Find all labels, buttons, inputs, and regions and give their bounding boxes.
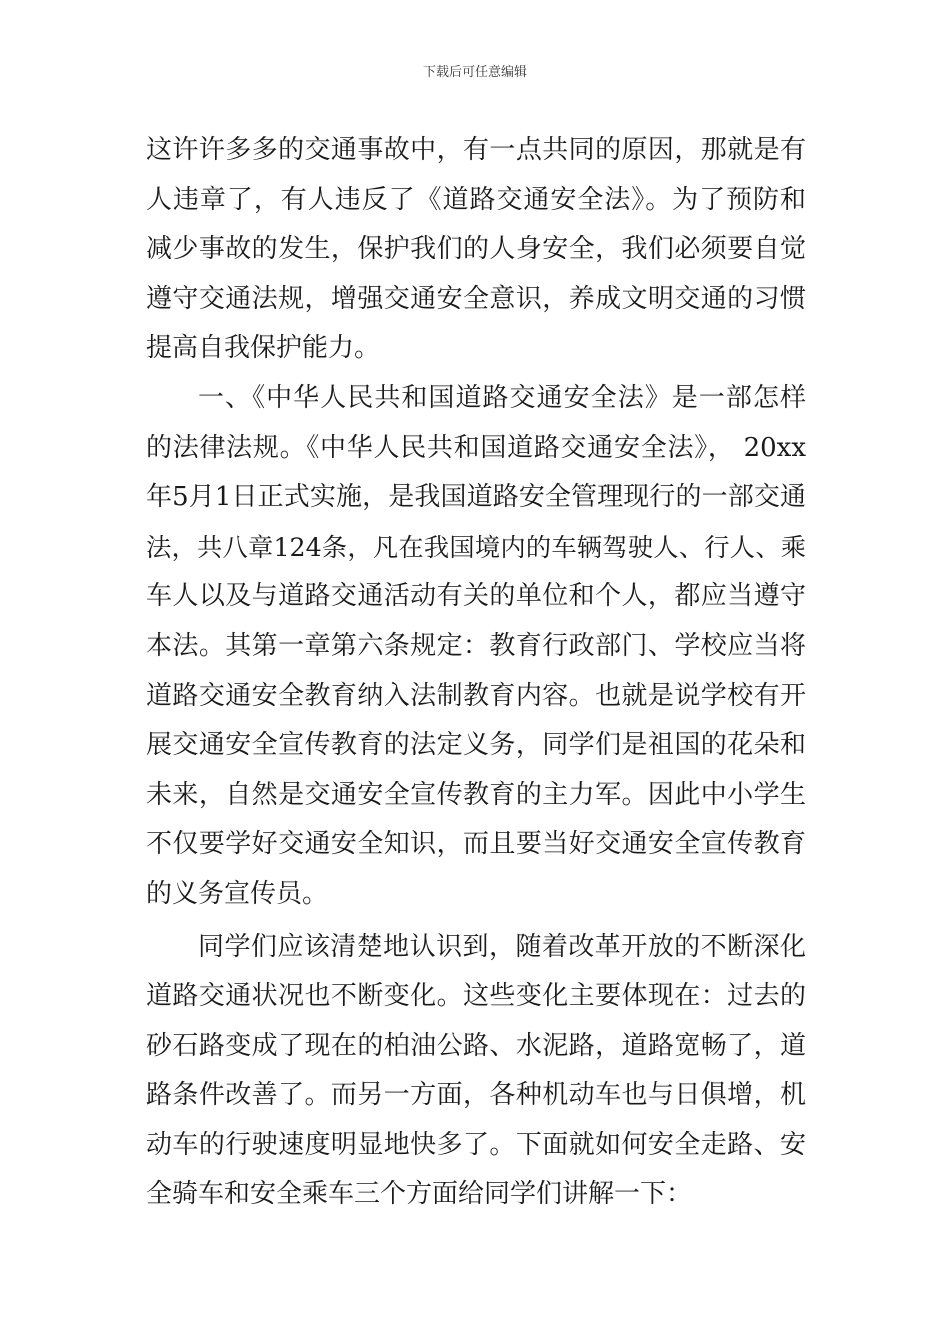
text-line: 同学们应该清楚地认识到，随着改革开放的不断深化: [198, 931, 806, 962]
text-line: 这许许多多的交通事故中，有一点共同的原因，那就是有: [146, 135, 806, 165]
text-line: 提高自我保护能力。: [146, 333, 381, 364]
text-line: 道路交通安全教育纳入法制教育内容。也就是说学校有开: [146, 680, 806, 711]
paragraph: [146, 923, 806, 1221]
paragraph: [146, 374, 806, 920]
text-line: 展交通安全宣传教育的法定义务，同学们是祖国的花朵和: [146, 730, 806, 761]
text-line: 车人以及与道路交通活动有关的单位和个人，都应当遵守: [146, 581, 806, 612]
text-line: 不仅要学好交通安全知识，而且要当好交通安全宣传教育: [146, 829, 806, 860]
text-line: 路条件改善了。而另一方面，各种机动车也与日俱增，机: [146, 1080, 806, 1111]
text-line: 全骑车和安全乘车三个方面给同学们讲解一下：: [146, 1179, 693, 1210]
document-body: [146, 126, 806, 1220]
text-line: 人违章了，有人违反了《道路交通安全法》。为了预防和: [146, 184, 806, 215]
text-line: 法，共八章124条，凡在我国境内的车辆驾驶人、行人、乘: [146, 532, 806, 562]
text-line: 年5月1日正式实施，是我国道路安全管理现行的一部交通: [146, 482, 806, 513]
text-line: 道路交通状况也不断变化。这些变化主要体现在：过去的: [146, 981, 806, 1012]
text-line: 本法。其第一章第六条规定：教育行政部门、学校应当将: [146, 630, 806, 661]
text-line: 动车的行驶速度明显地快多了。下面就如何安全走路、安: [146, 1129, 806, 1160]
text-line: 一、《中华人民共和国道路交通安全法》是一部怎样: [198, 382, 806, 413]
text-line: 砂石路变成了现在的柏油公路、水泥路，道路宽畅了，道: [146, 1030, 806, 1061]
text-line: 的法律法规。《中华人民共和国道路交通安全法》， 20xx: [146, 432, 806, 463]
text-line: 未来，自然是交通安全宣传教育的主力军。因此中小学生: [146, 779, 806, 810]
page-header: 下载后可任意编辑: [422, 65, 527, 80]
text-line: 的义务宣传员。: [146, 878, 329, 909]
paragraph: [146, 126, 806, 374]
text-line: 遵守交通法规，增强交通安全意识，养成文明交通的习惯: [146, 283, 806, 314]
text-line: 减少事故的发生，保护我们的人身安全，我们必须要自觉: [146, 234, 806, 265]
